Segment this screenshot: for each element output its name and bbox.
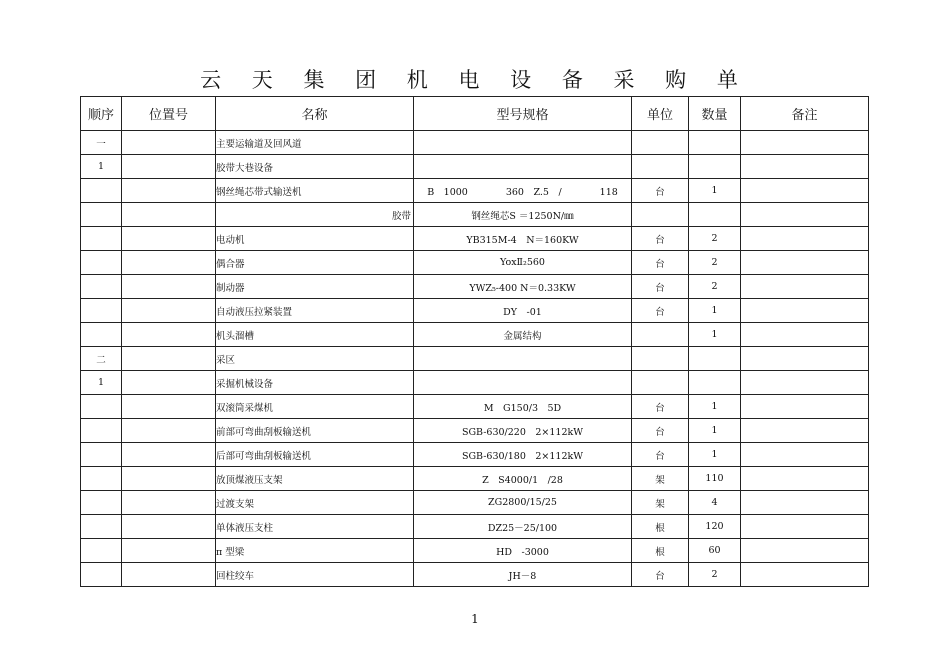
cell-seq [81, 515, 122, 539]
table-row [81, 539, 869, 563]
cell-remarks [741, 539, 869, 563]
cell-remarks [741, 371, 869, 395]
cell-position [122, 203, 216, 227]
cell-name: 自动液压拉紧装置 [216, 299, 414, 323]
cell-position [122, 371, 216, 395]
cell-position [122, 323, 216, 347]
header-model: 型号规格 [414, 97, 632, 131]
cell-unit: 台 [632, 251, 689, 275]
cell-unit: 台 [632, 299, 689, 323]
cell-seq [81, 275, 122, 299]
cell-position [122, 395, 216, 419]
cell-position [122, 131, 216, 155]
cell-seq [81, 539, 122, 563]
cell-name: π 型梁 [216, 539, 414, 563]
cell-remarks [741, 251, 869, 275]
cell-seq [81, 299, 122, 323]
cell-qty [689, 203, 741, 227]
cell-unit: 台 [632, 275, 689, 299]
header-qty: 数量 [689, 97, 741, 131]
cell-model: HD -3000 [414, 539, 632, 563]
cell-unit [632, 155, 689, 179]
cell-name: 钢丝绳芯带式输送机 [216, 179, 414, 203]
cell-seq [81, 443, 122, 467]
cell-position [122, 443, 216, 467]
cell-model: SGB-630/220 2×112kW [414, 419, 632, 443]
cell-name: 单体液压支柱 [216, 515, 414, 539]
cell-remarks [741, 443, 869, 467]
table-row [81, 251, 869, 275]
table-row [81, 155, 869, 179]
header-remarks: 备注 [741, 97, 869, 131]
cell-seq [81, 395, 122, 419]
cell-name: 电动机 [216, 227, 414, 251]
cell-qty [689, 155, 741, 179]
cell-model: DY -01 [414, 299, 632, 323]
cell-qty: 4 [689, 491, 741, 515]
cell-qty: 2 [689, 227, 741, 251]
cell-qty [689, 347, 741, 371]
cell-model: JH－8 [414, 563, 632, 587]
cell-name: 机头溜槽 [216, 323, 414, 347]
cell-qty: 1 [689, 395, 741, 419]
cell-unit: 根 [632, 515, 689, 539]
header-unit: 单位 [632, 97, 689, 131]
cell-name: 后部可弯曲刮板输送机 [216, 443, 414, 467]
header-position: 位置号 [122, 97, 216, 131]
cell-qty: 2 [689, 251, 741, 275]
page-number: 1 [471, 612, 479, 626]
table-row [81, 203, 869, 227]
cell-qty: 110 [689, 467, 741, 491]
cell-remarks [741, 179, 869, 203]
cell-model [414, 131, 632, 155]
cell-unit [632, 371, 689, 395]
cell-remarks [741, 227, 869, 251]
cell-position [122, 275, 216, 299]
cell-unit: 架 [632, 491, 689, 515]
cell-model: M G150/3 5D [414, 395, 632, 419]
cell-position [122, 347, 216, 371]
cell-model: SGB-630/180 2×112kW [414, 443, 632, 467]
cell-seq [81, 203, 122, 227]
cell-model: Z S4000/1 /28 [414, 467, 632, 491]
table-row [81, 275, 869, 299]
cell-model [414, 347, 632, 371]
cell-model: B 1000 360 Z.5 / 118 [414, 179, 632, 203]
cell-unit: 台 [632, 395, 689, 419]
cell-position [122, 419, 216, 443]
cell-position [122, 251, 216, 275]
cell-seq [81, 419, 122, 443]
cell-remarks [741, 491, 869, 515]
cell-name: 放顶煤液压支架 [216, 467, 414, 491]
cell-model: YoxⅡ₂560 [414, 251, 632, 275]
table-row [81, 419, 869, 443]
cell-unit: 根 [632, 539, 689, 563]
cell-unit [632, 131, 689, 155]
cell-remarks [741, 419, 869, 443]
cell-unit [632, 323, 689, 347]
cell-unit: 台 [632, 227, 689, 251]
cell-qty: 1 [689, 419, 741, 443]
page-title: 云 天 集 团 机 电 设 备 采 购 单 [200, 68, 750, 92]
table-row [81, 563, 869, 587]
cell-name: 双滚筒采煤机 [216, 395, 414, 419]
cell-unit [632, 347, 689, 371]
cell-unit: 台 [632, 443, 689, 467]
cell-seq [81, 251, 122, 275]
cell-name: 采掘机械设备 [216, 371, 414, 395]
cell-name: 胶带大巷设备 [216, 155, 414, 179]
cell-model: 金属结构 [414, 323, 632, 347]
table-row [81, 395, 869, 419]
cell-qty: 120 [689, 515, 741, 539]
cell-qty [689, 131, 741, 155]
cell-seq: 二 [81, 347, 122, 371]
cell-unit [632, 203, 689, 227]
cell-name: 偶合器 [216, 251, 414, 275]
cell-seq [81, 563, 122, 587]
cell-qty: 1 [689, 323, 741, 347]
header-seq: 顺序 [81, 97, 122, 131]
cell-seq [81, 491, 122, 515]
cell-name: 制动器 [216, 275, 414, 299]
cell-remarks [741, 563, 869, 587]
cell-unit: 台 [632, 419, 689, 443]
table-row [81, 227, 869, 251]
cell-qty: 2 [689, 275, 741, 299]
cell-unit: 台 [632, 179, 689, 203]
table-body [81, 131, 869, 587]
cell-name: 主要运输道及回风道 [216, 131, 414, 155]
table-header-row [81, 97, 869, 131]
cell-position [122, 155, 216, 179]
cell-seq [81, 227, 122, 251]
cell-position [122, 227, 216, 251]
cell-position [122, 179, 216, 203]
cell-seq: 一 [81, 131, 122, 155]
cell-qty: 60 [689, 539, 741, 563]
cell-remarks [741, 299, 869, 323]
cell-remarks [741, 347, 869, 371]
cell-unit: 台 [632, 563, 689, 587]
cell-qty: 1 [689, 299, 741, 323]
cell-remarks [741, 275, 869, 299]
cell-remarks [741, 131, 869, 155]
cell-remarks [741, 203, 869, 227]
cell-model: ZG2800/15/25 [414, 491, 632, 515]
cell-model [414, 371, 632, 395]
cell-seq [81, 467, 122, 491]
table-row [81, 347, 869, 371]
table-row [81, 443, 869, 467]
cell-model: YWZ₅-400 N＝0.33KW [414, 275, 632, 299]
table-row [81, 371, 869, 395]
table-row [81, 131, 869, 155]
cell-model [414, 155, 632, 179]
cell-name [216, 203, 414, 227]
cell-remarks [741, 155, 869, 179]
cell-seq [81, 179, 122, 203]
cell-remarks [741, 323, 869, 347]
cell-qty [689, 371, 741, 395]
table-row [81, 299, 869, 323]
cell-position [122, 491, 216, 515]
purchase-table [80, 96, 869, 587]
table-row [81, 323, 869, 347]
cell-seq: 1 [81, 371, 122, 395]
table-row [81, 515, 869, 539]
table-row [81, 491, 869, 515]
cell-position [122, 563, 216, 587]
cell-position [122, 299, 216, 323]
cell-remarks [741, 515, 869, 539]
cell-position [122, 467, 216, 491]
cell-qty: 1 [689, 179, 741, 203]
cell-name: 过渡支架 [216, 491, 414, 515]
cell-model: 钢丝绳芯S ＝1250N/㎜ [414, 203, 632, 227]
table-row [81, 467, 869, 491]
cell-qty: 2 [689, 563, 741, 587]
cell-seq: 1 [81, 155, 122, 179]
cell-remarks [741, 467, 869, 491]
cell-name: 前部可弯曲刮板输送机 [216, 419, 414, 443]
cell-position [122, 539, 216, 563]
cell-name: 回柱绞车 [216, 563, 414, 587]
cell-name: 采区 [216, 347, 414, 371]
cell-model: YB315M-4 N＝160KW [414, 227, 632, 251]
cell-unit: 架 [632, 467, 689, 491]
cell-position [122, 515, 216, 539]
table-row [81, 179, 869, 203]
cell-remarks [741, 395, 869, 419]
cell-qty: 1 [689, 443, 741, 467]
name-label: 胶带 [391, 211, 411, 222]
cell-model: DZ25－25/100 [414, 515, 632, 539]
header-name: 名称 [216, 97, 414, 131]
cell-seq [81, 323, 122, 347]
